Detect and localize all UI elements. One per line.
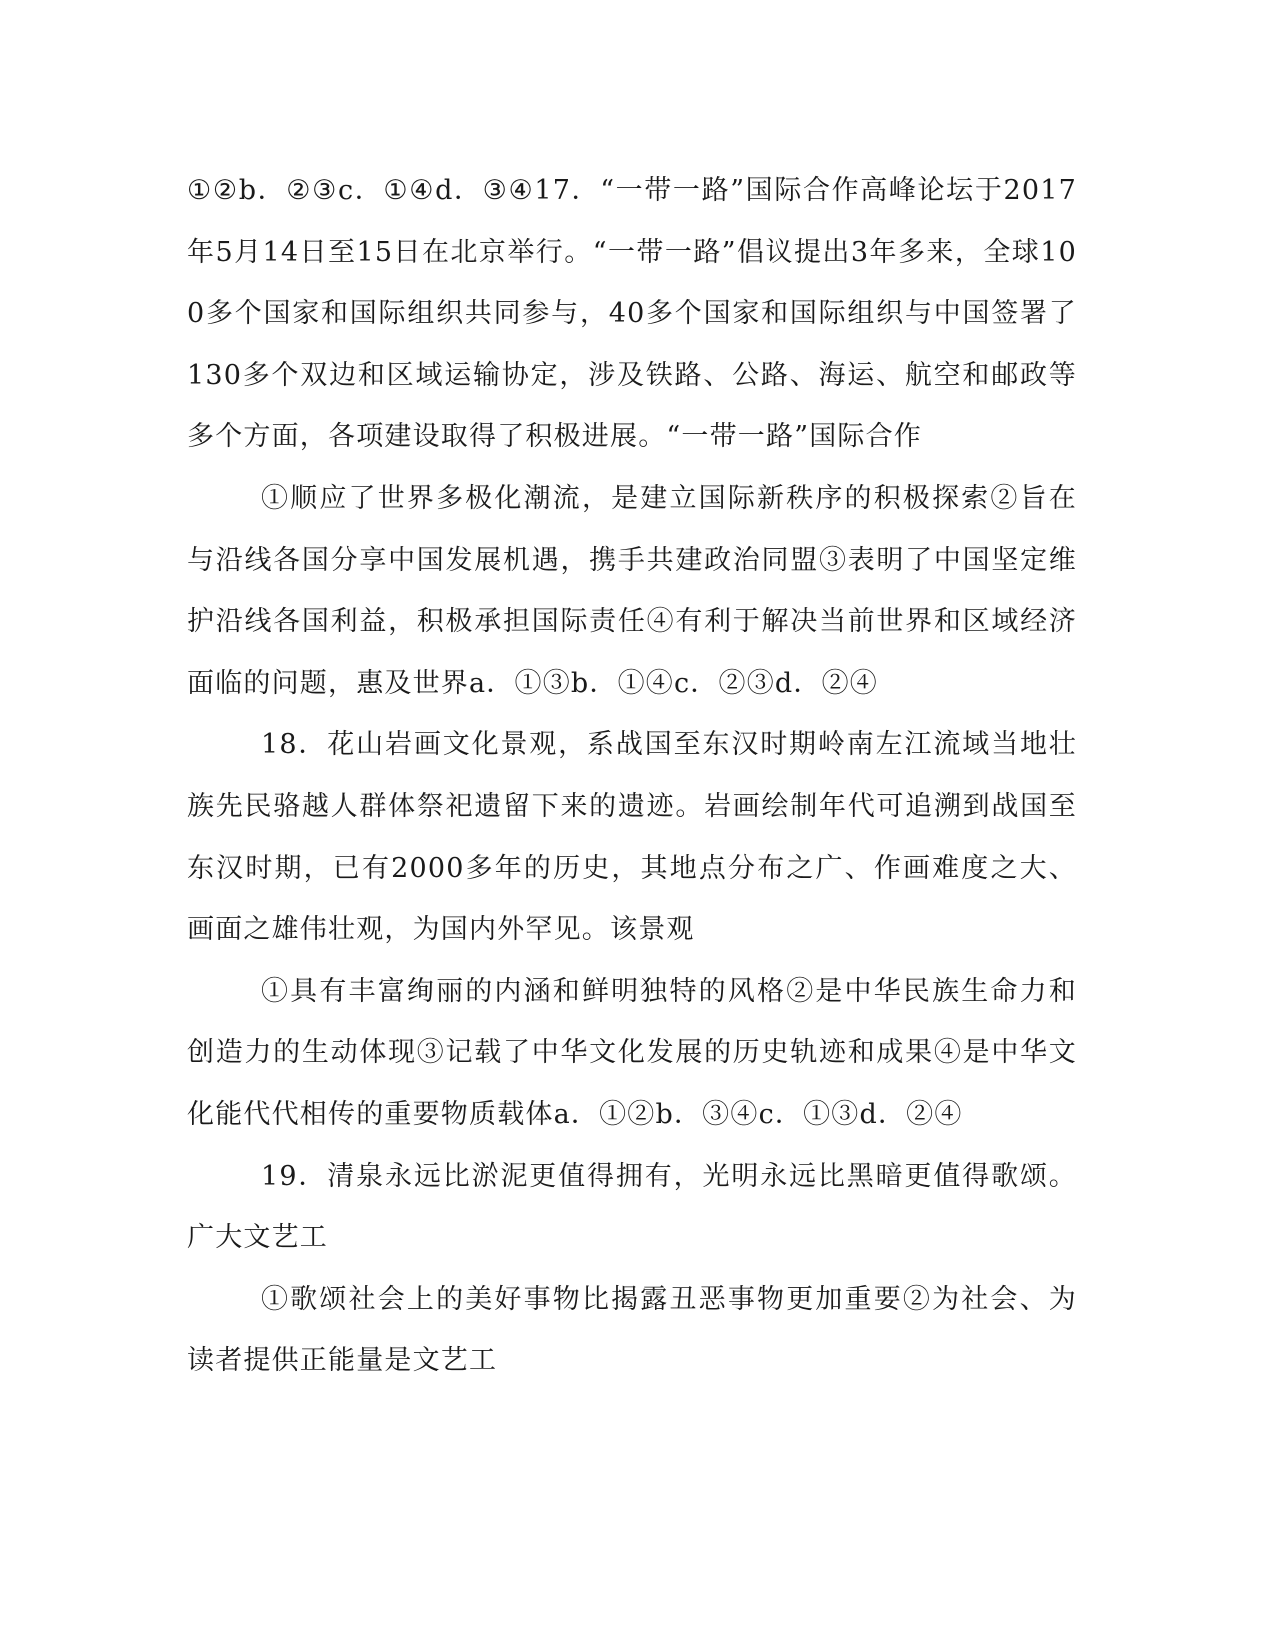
paragraph-q18-statements: ①具有丰富绚丽的内涵和鲜明独特的风格②是中华民族生命力和创造力的生动体现③记载了中华文化发展的历史轨迹和成果④是中华文化能代代相传的重要物质载体a．①②b．③④c．①③d．②④ (187, 975, 1077, 1130)
paragraph-q18-stem: 18．花山岩画文化景观，系战国至东汉时期岭南左江流域当地壮族先民骆越人群体祭祀遗留下来的遗迹。岩画绘制年代可追溯到战国至东汉时期，已有2000多年的历史，其地点分布之广、作画难度之大、画面之雄伟壮观，为国内外罕见。该景观 (187, 729, 1077, 946)
paragraph-q17-statements: ①顺应了世界多极化潮流，是建立国际新秩序的积极探索②旨在与沿线各国分享中国发展机遇，携手共建政治同盟③表明了中国坚定维护沿线各国利益，积极承担国际责任④有利于解决当前世界和区域经济面临的问题，惠及世界a．①③b．①④c．②③d．②④ (187, 482, 1077, 699)
paragraph-q19-statements: ①歌颂社会上的美好事物比揭露丑恶事物更加重要②为社会、为读者提供正能量是文艺工 (187, 1283, 1077, 1377)
document-body (187, 160, 1077, 1392)
paragraph-q16-options-q17-stem: ①②b．②③c．①④d．③④17．“一带一路”国际合作高峰论坛于2017年5月14日至15日在北京举行。“一带一路”倡议提出3年多来，全球100多个国家和国际组织共同参与，40多个国家和国际组织与中国签署了130多个双边和区域运输协定，涉及铁路、公路、海运、航空和邮政等多个方面，各项建设取得了积极进展。“一带一路”国际合作 (187, 175, 1077, 453)
paragraph-q19-stem: 19．清泉永远比淤泥更值得拥有，光明永远比黑暗更值得歌颂。广大文艺工 (187, 1160, 1077, 1254)
